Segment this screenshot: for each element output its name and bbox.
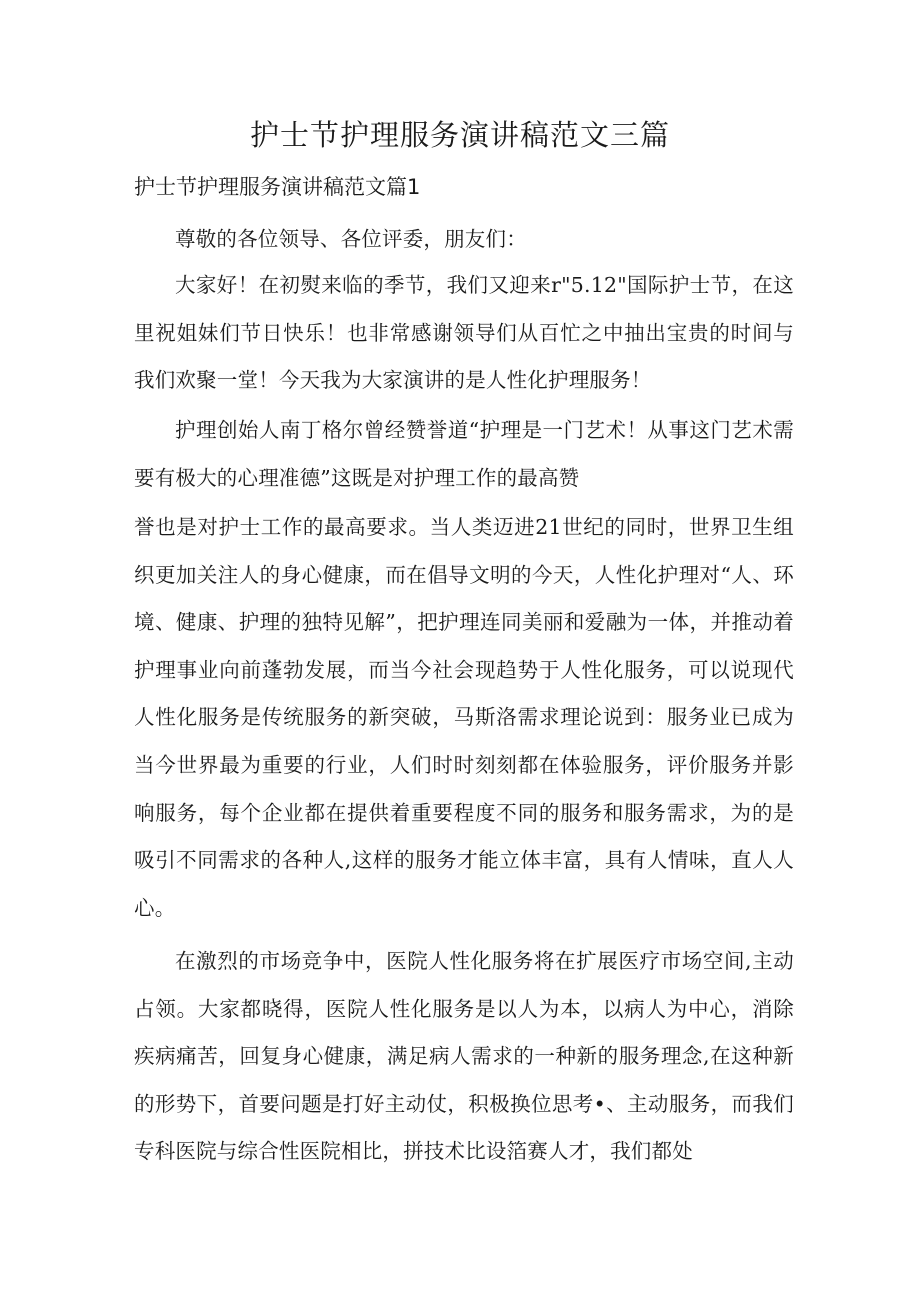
document-title: 护士节护理服务演讲稿范文三篇 — [249, 118, 670, 152]
paragraph: 大家好！在初熨来临的季节，我们又迎来r"5.12"国际护士节，在这里祝姐妹们节日快乐！也非常感谢领导们从百忙之中抽出宝贵的时间与我们欢聚一堂！今天我为大家演讲的是人性化护理服务！ — [134, 273, 794, 393]
section-heading: 护士节护理服务演讲稿范文篇1 — [134, 175, 421, 199]
paragraph: 护理创始人南丁格尔曾经赞誉道“护理是一门艺术！从事这门艺术需要有极大的心理准德”这既是对护理工作的最高赞 — [134, 418, 794, 490]
paragraph-continuation: 誉也是对护士工作的最高要求。当人类迈进21世纪的同时，世界卫生组织更加关注人的身心健康，而在倡导文明的今天，人性化护理对“人、环境、健康、护理的独特见解”，把护理连同美丽和爱融为一体，并推动着护理事业向前蓬勃发展，而当今社会现趋势于人性化服务，可以说现代人性化服务是传统服务的新突破，马斯洛需求理论说到：服务业已成为当今世界最为重要的行业，人们时时刻刻都在体验服务，评价服务并影响服务，每个企业都在提供着重要程度不同的服务和服务需求，为的是吸引不同需求的各种人,这样的服务才能立体丰富，具有人情味，直人人心。 — [134, 515, 794, 920]
paragraph: 在激烈的市场竞争中，医院人性化服务将在扩展医疗市场空间,主动占领。大家都晓得，医院人性化服务是以人为本，以病人为中心，消除疾病痛苦，回复身心健康，满足病人需求的一种新的服务理念,在这种新的形势下，首要问题是打好主动仗，积极换位思考•、主动服务，而我们专科医院与综合性医院相比，拼技术比设箔赛人才，我们都处 — [134, 949, 794, 1164]
paragraph-greeting: 尊敬的各位领导、各位评委，朋友们： — [175, 227, 527, 251]
